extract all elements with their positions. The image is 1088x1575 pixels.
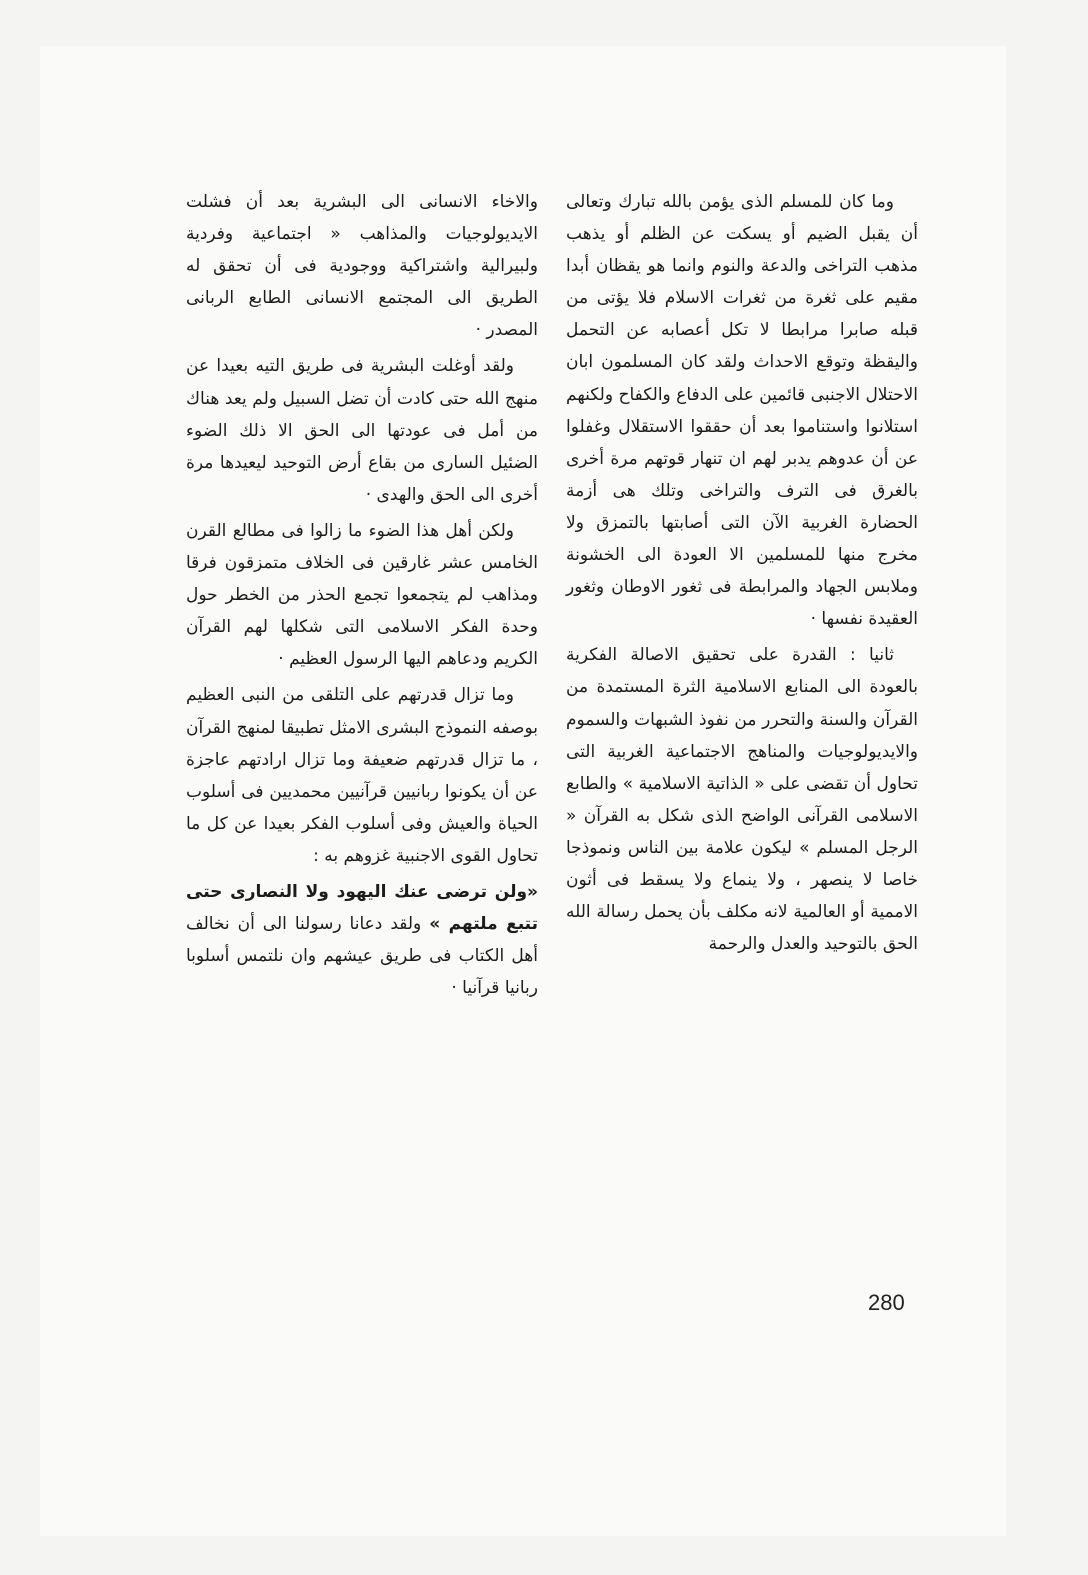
- left-text-column: [186, 186, 538, 1008]
- paragraph: ولقد أوغلت البشرية فى طريق التيه بعيدا عن منهج الله حتى كادت أن تضل السبيل ولم يعد هناك من أمل فى عودتها الى الحق الا ذلك الضوء الضئيل السارى من بقاع أرض التوحيد ليعيدها مرة أخرى الى الحق والهدى ·: [186, 356, 538, 505]
- paragraph: ثانيا : القدرة على تحقيق الاصالة الفكرية بالعودة الى المنابع الاسلامية الثرة المستمدة من القرآن والسنة والتحرر من نفوذ الشبهات والسموم والايديولوجيات والمناهج الاجتماعية الغربية التى تحاول أن تقضى على « الذاتية الاسلامية » والطابع الاسلامى القرآنى الواضح الذى شكل به القرآن « الرجل المسلم » ليكون علامة بين الناس ونموذجا خاصا لا ينصهر ، ولا ينماع ولا يسقط فى أثون الاممية أو العالمية لانه مكلف بأن يحمل رسالة الله الحق بالتوحيد والعدل والرحمة: [566, 645, 918, 955]
- right-text-column: [566, 186, 918, 964]
- paragraph: [186, 876, 538, 1004]
- page-number: 280: [868, 1290, 905, 1315]
- paragraph: وما كان للمسلم الذى يؤمن بالله تبارك وتعالى أن يقبل الضيم أو يسكت عن الظلم أو يذهب مذهب التراخى والدعة والنوم وانما هو يقظان أبدا مقيم على ثغرة من ثغرات الاسلام فلا يؤتى من قبله صابرا مرابطا لا تكل أعصابه عن التحمل واليقظة وتوقع الاحداث ولقد كان المسلمون ابان الاحتلال الاجنبى قائمين على الدفاع والكفاح ولكنهم استلانوا واستناموا بعد أن حققوا الاستقلال وغفلوا عن أن عدوهم يدبر لهم ان تنهار قوتهم مرة أخرى بالغرق فى الترف والتراخى وتلك هى أزمة الحضارة الغربية الآن التى أصابتها بالتمزق ولا مخرج منها للمسلمين الا العودة الى الخشونة وملابس الجهاد والمرابطة فى ثغور الاوطان وثغور العقيدة نفسها ·: [566, 192, 918, 630]
- paragraph: وما تزال قدرتهم على التلقى من النبى العظيم بوصفه النموذج البشرى الامثل تطبيقا لمنهج القرآن ، ما تزال قدرتهم ضعيفة وما تزال ارادتهم عاجزة عن أن يكونوا ربانيين قرآنيين محمديين فى أسلوب الحياة والعيش وفى أسلوب الفكر بعيدا عن كل ما تحاول القوى الاجنبية غزوهم به :: [186, 685, 538, 866]
- paragraph: والاخاء الانسانى الى البشرية بعد أن فشلت الايديولوجيات والمذاهب « اجتماعية وفردية ولبيرالية واشتراكية ووجودية فى أن تحقق له الطريق الى المجتمع الانسانى الطابع الربانى المصدر ·: [186, 192, 538, 341]
- paragraph: ولكن أهل هذا الضوء ما زالوا فى مطالع القرن الخامس عشر غارقين فى الخلاف متمزقون فرقا ومذاهب لم يتجمعوا تجمع الحذر من الخطر حول وحدة الفكر الاسلامى التى شكلها لهم القرآن الكريم ودعاهم اليها الرسول العظيم ·: [186, 520, 538, 670]
- paragraph-text: ولقد دعانا رسولنا الى أن نخالف أهل الكتاب فى طريق عيشهم وان نلتمس أسلوبا ربانيا قرآنيا ·: [186, 914, 538, 999]
- quran-quote: «ولن ترضى عنك اليهود ولا النصارى حتى تتبع ملتهم »: [186, 881, 539, 935]
